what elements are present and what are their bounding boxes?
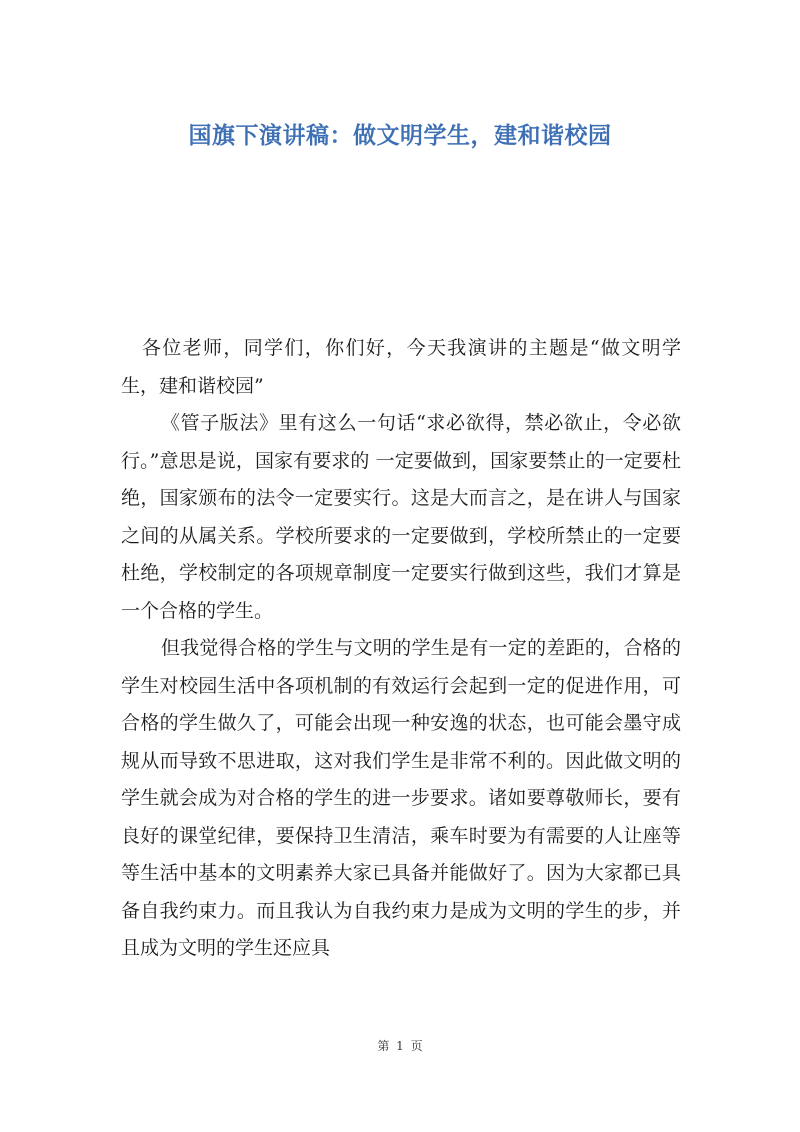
paragraph-guanzi-quote: 《管子版法》里有这么一句话“求必欲得，禁必欲止，令必欲行。”意思是说，国家有要求的 一定要做到，国家要禁止的一定要杜绝，国家颁布的法令一定要实行。这是大而言之，是在讲人与国家之间的从属关系。学校所要求的一定要做到，学校所禁止的一定要杜绝，学校制定的各项规章制度一定要实行做到这些，我们才算是一个合格的学生。 [121, 412, 681, 622]
paragraph-civilized-student: 但我觉得合格的学生与文明的学生是有一定的差距的，合格的学生对校园生活中各项机制的有效运行会起到一定的促进作用，可合格的学生做久了，可能会出现一种安逸的状态，也可能会墨守成规从而导致不思进取，这对我们学生是非常不利的。因此做文明的学生就会成为对合格的学生的进一步要求。诸如要尊敬师长，要有良好的课堂纪律，要保持卫生清洁，乘车时要为有需要的人让座等等生活中基本的文明素养大家已具备并能做好了。因为大家都已具备自我约束力。而且我认为自我约束力是成为文明的学生的步，并且成为文明的学生还应具 [121, 637, 681, 959]
page-number: 第 1 页 [377, 1039, 423, 1053]
page-title: 国旗下演讲稿：做文明学生，建和谐校园 [188, 123, 612, 149]
paragraph-greeting: 各位老师，同学们，你们好，今天我演讲的主题是“做文明学生，建和谐校园” [121, 337, 681, 397]
speech-body [121, 330, 681, 968]
